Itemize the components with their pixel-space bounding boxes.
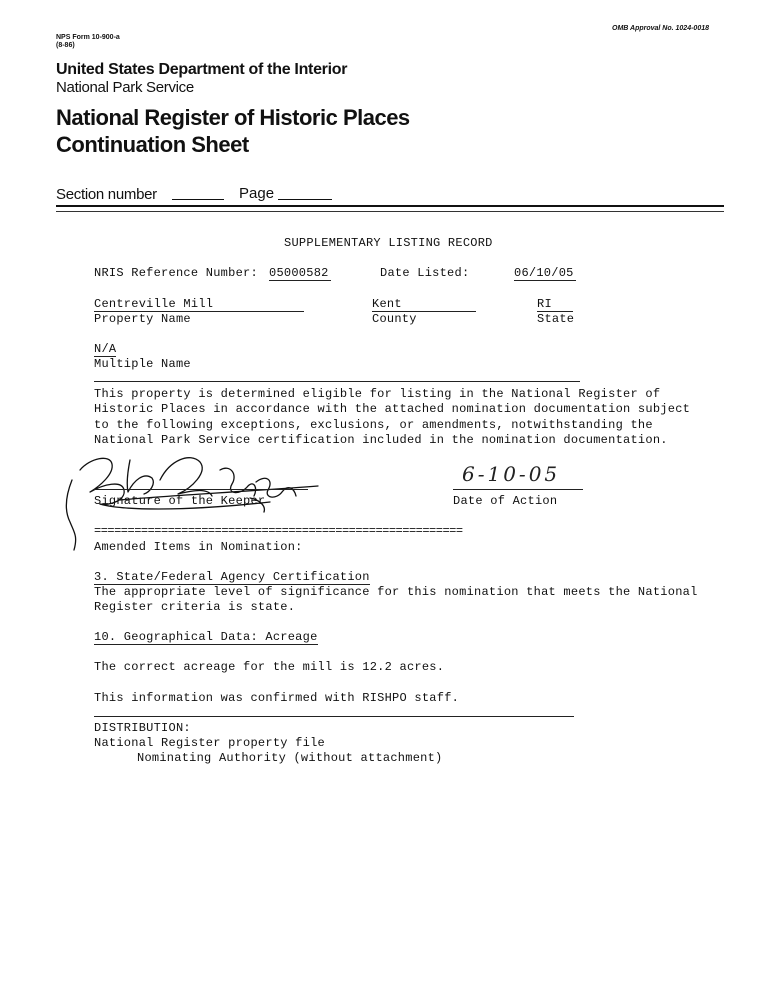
form-date: (8-86) xyxy=(56,42,75,49)
determination-line-3: to the following exceptions, exclusions, or amendments, notwithstanding the xyxy=(94,418,653,432)
date-of-action-label: Date of Action xyxy=(453,494,558,508)
determination-line-2: Historic Places in accordance with the attached nomination documentation subject xyxy=(94,402,691,416)
amended-heading: Amended Items in Nomination: xyxy=(94,540,303,554)
multiple-name-value: N/A xyxy=(94,342,117,356)
date-action-line xyxy=(453,489,583,490)
date-listed-label: Date Listed: xyxy=(380,266,470,280)
amendment-2-title: 10. Geographical Data: Acreage xyxy=(94,630,318,644)
record-divider xyxy=(94,381,580,382)
determination-line-4: National Park Service certification included in the nomination documentation. xyxy=(94,433,668,447)
section-number-line xyxy=(172,199,224,200)
property-name-label: Property Name xyxy=(94,312,191,326)
page-label: Page xyxy=(239,185,275,202)
nris-label: NRIS Reference Number: xyxy=(94,266,258,280)
distribution-divider xyxy=(94,716,574,717)
amendment-1-line-2: Register criteria is state. xyxy=(94,600,296,614)
determination-line-1: This property is determined eligible for listing in the National Register of xyxy=(94,387,661,401)
state-label: State xyxy=(537,312,575,326)
signature-line xyxy=(94,489,308,490)
record-heading: SUPPLEMENTARY LISTING RECORD xyxy=(284,236,493,250)
section-number-label: Section number xyxy=(56,186,157,203)
page-number-line xyxy=(278,199,332,200)
page-title: National Register of Historic Places xyxy=(56,105,410,130)
distribution-heading: DISTRIBUTION: xyxy=(94,721,191,735)
service-name: National Park Service xyxy=(56,79,194,96)
county-value: Kent xyxy=(372,297,476,312)
separator-line: ======================================================= xyxy=(94,524,463,538)
department-name: United States Department of the Interior xyxy=(56,61,348,78)
property-name-value: Centreville Mill xyxy=(94,297,304,312)
multiple-name-label: Multiple Name xyxy=(94,357,191,371)
amendment-2-text: The correct acreage for the mill is 12.2 acres. xyxy=(94,660,445,674)
page-subtitle: Continuation Sheet xyxy=(56,132,249,157)
form-number: NPS Form 10-900-a xyxy=(56,34,120,41)
state-value: RI xyxy=(537,297,573,312)
date-listed-value: 06/10/05 xyxy=(514,266,576,281)
amendment-1-title: 3. State/Federal Agency Certification xyxy=(94,570,370,584)
handwritten-date: 6-10-05 xyxy=(462,462,561,486)
header-divider-thin xyxy=(56,211,724,212)
amendment-1-line-1: The appropriate level of significance for this nomination that meets the National xyxy=(94,585,698,599)
distribution-line-2: Nominating Authority (without attachment) xyxy=(137,751,443,765)
keeper-signature-label: Signature of the Keeper xyxy=(94,494,266,508)
header-divider xyxy=(56,205,724,207)
nris-value: 05000582 xyxy=(269,266,329,280)
omb-approval: OMB Approval No. 1024-0018 xyxy=(612,25,709,32)
distribution-line-1: National Register property file xyxy=(94,736,325,750)
confirmation-text: This information was confirmed with RISHPO staff. xyxy=(94,691,460,705)
county-label: County xyxy=(372,312,417,326)
